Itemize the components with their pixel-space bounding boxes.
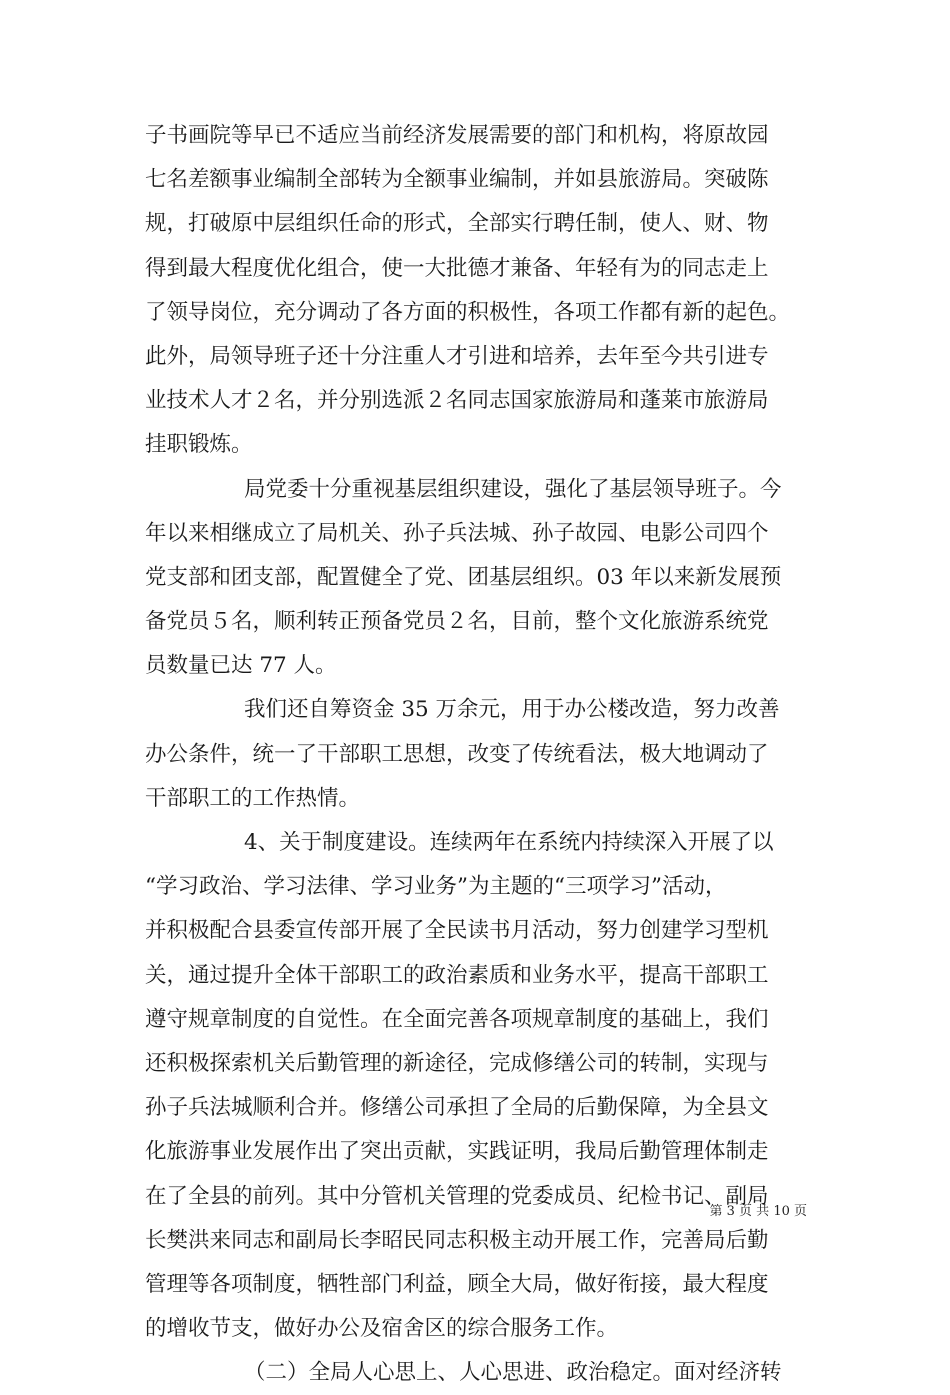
text-line: 还积极探索机关后勤管理的新途径，完成修缮公司的转制，实现与 bbox=[145, 1050, 769, 1076]
text-line: 关，通过提升全体干部职工的政治素质和业务水平，提高干部职工 bbox=[145, 962, 769, 988]
paragraph-first-line: 我们还自筹资金 35 万余元，用于办公楼改造，努力改善 bbox=[244, 697, 780, 723]
text-line: 党支部和团支部，配置健全了党、团基层组织。03 年以来新发展预 bbox=[145, 564, 782, 590]
text-line: 此外，局领导班子还十分注重人才引进和培养，去年至今共引进专 bbox=[145, 343, 769, 369]
text-line: 管理等各项制度，牺牲部门利益，顾全大局，做好衔接，最大程度 bbox=[145, 1271, 769, 1297]
text-line: 备党员５名，顺利转正预备党员２名，目前，整个文化旅游系统党 bbox=[145, 609, 769, 635]
text-line: “学习政治、学习法律、学习业务”为主题的“三项学习”活动， bbox=[145, 874, 727, 900]
page-number: 第 3 页 共 10 页 bbox=[709, 1204, 807, 1219]
text-line: 业技术人才２名，并分别选派２名同志国家旅游局和蓬莱市旅游局 bbox=[145, 388, 769, 414]
text-line: 员数量已达 77 人。 bbox=[145, 653, 337, 679]
text-line: 长樊洪来同志和副局长李昭民同志积极主动开展工作，完善局后勤 bbox=[145, 1227, 769, 1253]
text-line: 子书画院等早已不适应当前经济发展需要的部门和机构，将原故园 bbox=[145, 123, 769, 148]
text-line: 孙子兵法城顺利合并。修缮公司承担了全局的后勤保障，为全县文 bbox=[145, 1095, 769, 1121]
text-line: 规，打破原中层组织任命的形式，全部实行聘任制，使人、财、物 bbox=[145, 211, 769, 237]
text-line: 得到最大程度优化组合，使一大批德才兼备、年轻有为的同志走上 bbox=[145, 255, 769, 281]
text-line: 挂职锻炼。 bbox=[145, 432, 253, 458]
text-line: 遵守规章制度的自觉性。在全面完善各项规章制度的基础上，我们 bbox=[145, 1006, 769, 1032]
text-line: 办公条件，统一了干部职工思想，改变了传统看法，极大地调动了 bbox=[145, 741, 769, 767]
paragraph-first-line: （二）全局人心思上、人心思进、政治稳定。面对经济转 bbox=[244, 1360, 782, 1386]
paragraph-first-line: 局党委十分重视基层组织建设，强化了基层领导班子。今 bbox=[244, 476, 782, 502]
text-line: 了领导岗位，充分调动了各方面的积极性，各项工作都有新的起色。 bbox=[145, 299, 791, 325]
text-line: 七名差额事业编制全部转为全额事业编制，并如县旅游局。突破陈 bbox=[145, 167, 769, 193]
text-line: 并积极配合县委宣传部开展了全民读书月活动，努力创建学习型机 bbox=[145, 918, 769, 944]
text-line: 年以来相继成立了局机关、孙子兵法城、孙子故园、电影公司四个 bbox=[145, 520, 769, 546]
text-line: 干部职工的工作热情。 bbox=[145, 785, 361, 811]
paragraph-first-line: 4、关于制度建设。连续两年在系统内持续深入开展了以 bbox=[244, 830, 774, 855]
text-line: 的增收节支，做好办公及宿舍区的综合服务工作。 bbox=[145, 1316, 619, 1342]
text-line: 化旅游事业发展作出了突出贡献，实践证明，我局后勤管理体制走 bbox=[145, 1139, 769, 1165]
text-line: 在了全县的前列。其中分管机关管理的党委成员、纪检书记、副局 bbox=[145, 1183, 769, 1209]
